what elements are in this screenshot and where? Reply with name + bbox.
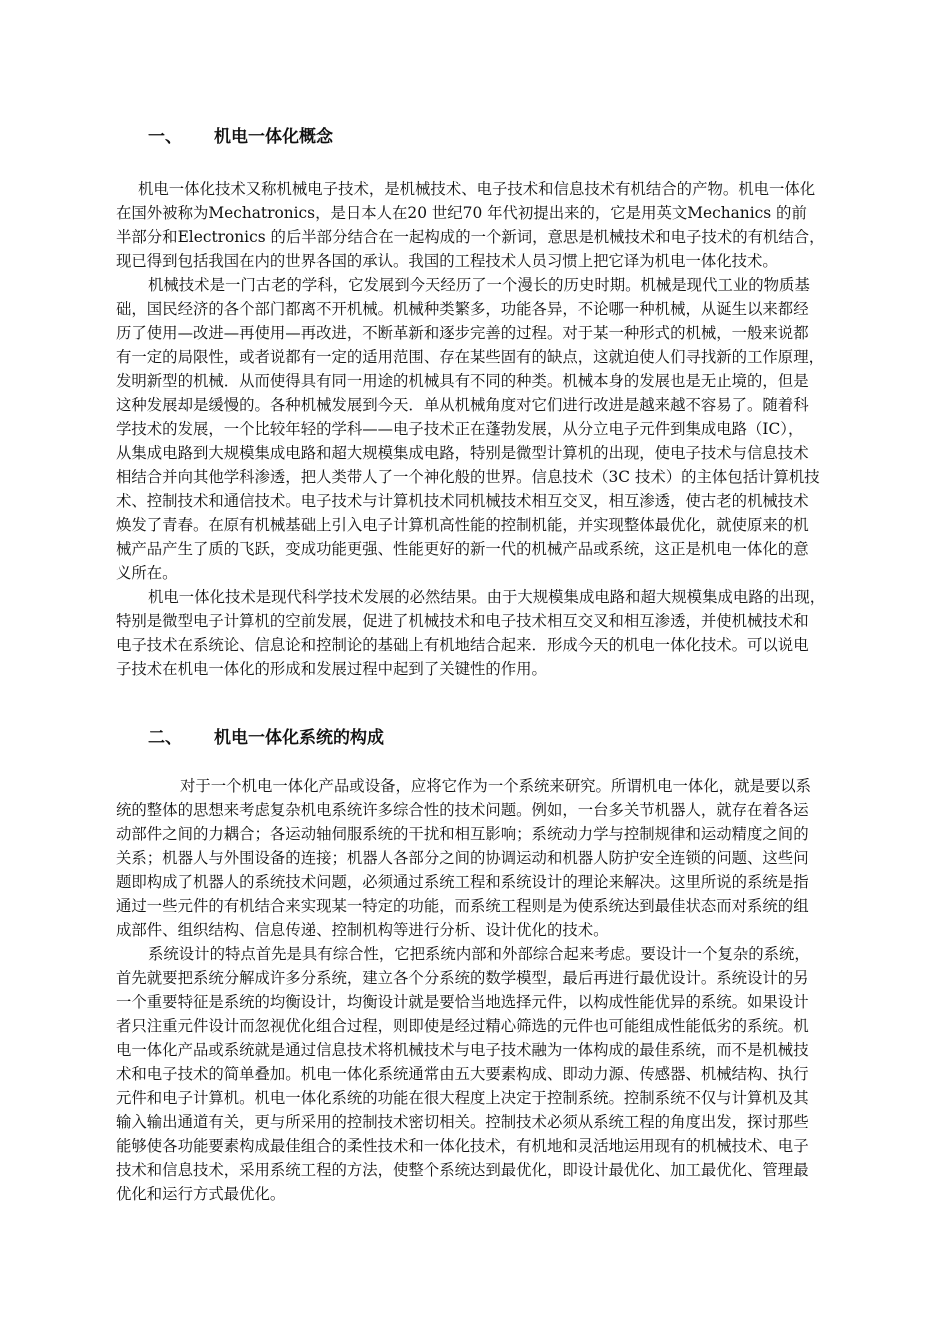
text-line: 术和电子技术的简单叠加。机电一体化系统通常由五大要素构成、即动力源、传感器、机械结构、执行 [116, 1065, 809, 1083]
text-line: 学技术的发展，一个比较年轻的学科——电子技术正在蓬勃发展，从分立电子元件到集成电路（IC）， [116, 420, 804, 438]
text-line: 一个重要特征是系统的均衡设计，均衡设计就是要恰当地选择元件，以构成性能优异的系统。如果设计 [116, 993, 809, 1011]
text-line: 电子技术在系统论、信息论和控制论的基础上有机地结合起来．形成今天的机电一体化技术。可以说电 [116, 636, 809, 654]
text-line: 题即构成了机器人的系统技术问题，必须通过系统工程和系统设计的理论来解决。这里所说的系统是指 [116, 873, 809, 891]
text-line: 通过一些元件的有机结合来实现某一特定的功能，而系统工程则是为使系统达到最佳状态而对系统的组 [116, 897, 809, 915]
text-line: 机电一体化技术是现代科学技术发展的必然结果。由于大规模集成电路和超大规模集成电路的出现， [148, 588, 826, 606]
text-line: 从集成电路到大规模集成电路和超大规模集成电路，特别是微型计算机的出现，使电子技术与信息技术 [116, 444, 809, 462]
text-line: 相结合并向其他学科渗透，把人类带人了一个神化般的世界。信息技术（3C 技术）的主体包括计算机技 [116, 468, 820, 486]
section-1-title: 机电一体化概念 [214, 127, 333, 147]
text-line: 有一定的局限性，或者说都有一定的适用范围、存在某些固有的缺点，这就迫使人们寻找新的工作原理， [116, 348, 824, 366]
section-2-title: 机电一体化系统的构成 [214, 728, 384, 748]
text-line: 焕发了青春。在原有机械基础上引入电子计算机高性能的控制机能，并实现整体最优化，就使原来的机 [116, 516, 809, 534]
text-line: 元件和电子计算机。机电一体化系统的功能在很大程度上决定于控制系统。控制系统不仅与计算机及其 [116, 1089, 809, 1107]
text-line: 动部件之间的力耦合；各运动轴伺服系统的干扰和相互影响；系统动力学与控制规律和运动精度之间的 [116, 825, 809, 843]
text-line: 系统设计的特点首先是具有综合性，它把系统内部和外部综合起来考虑。要设计一个复杂的系统， [148, 945, 810, 963]
section-2-heading [148, 726, 384, 750]
text-line: 在国外被称为Mechatronics，是日本人在20 世纪70 年代初提出来的，它是用英文Mechanics 的前 [116, 204, 807, 222]
text-line: 关系；机器人与外围设备的连接；机器人各部分之间的协调运动和机器人防护安全连锁的问题、这些问 [116, 849, 809, 867]
text-line: 术、控制技术和通信技术。电子技术与计算机技术同机械技术相互交叉，相互渗透，使古老的机械技术 [116, 492, 809, 510]
text-line: 首先就要把系统分解成许多分系统，建立各个分系统的数学模型，最后再进行最优设计。系统设计的另 [116, 969, 809, 987]
text-line: 械产品产生了质的飞跃，变成功能更强、性能更好的新一代的机械产品或系统，这正是机电一体化的意 [116, 540, 809, 558]
text-line: 特别是微型电子计算机的空前发展，促进了机械技术和电子技术相互交叉和相互渗透，并使机械技术和 [116, 612, 809, 630]
text-line: 机械技术是一门古老的学科，它发展到今天经历了一个漫长的历史时期。机械是现代工业的物质基 [148, 276, 810, 294]
text-line: 半部分和Electronics 的后半部分结合在一起构成的一个新词，意思是机械技术和电子技术的有机结合， [116, 228, 825, 246]
text-line: 发明新型的机械．从而使得具有同一用途的机械具有不同的种类。机械本身的发展也是无止境的，但是 [116, 372, 809, 390]
text-line: 义所在。 [116, 564, 178, 582]
text-line: 者只注重元件设计而忽视优化组合过程，则即使是经过精心筛选的元件也可能组成性能低劣的系统。机 [116, 1017, 809, 1035]
text-line: 对于一个机电一体化产品或设备，应将它作为一个系统来研究。所谓机电一体化，就是要以系 [180, 777, 812, 795]
section-1-number: 一、 [148, 127, 182, 147]
text-line: 这种发展却是缓慢的。各种机械发展到今天．单从机械角度对它们进行改进是越来越不容易了。随着科 [116, 396, 809, 414]
section-1-heading [148, 125, 333, 149]
text-line: 机电一体化技术又称机械电子技术，是机械技术、电子技术和信息技术有机结合的产物。机电一体化 [138, 180, 816, 198]
text-line: 础，国民经济的各个部门都离不开机械。机械种类繁多，功能各异，不论哪一种机械，从诞生以来都经 [116, 300, 809, 318]
text-line: 能够使各功能要素构成最佳组合的柔性技术和一体化技术，有机地和灵活地运用现有的机械技术、电子 [116, 1137, 809, 1155]
text-line: 技术和信息技术，采用系统工程的方法，使整个系统达到最优化，即设计最优化、加工最优化、管理最 [116, 1161, 809, 1179]
text-line: 现已得到包括我国在内的世界各国的承认。我国的工程技术人员习惯上把它译为机电一体化技术。 [116, 252, 778, 270]
section-2-number: 二、 [148, 728, 182, 748]
text-line: 成部件、组织结构、信息传递、控制机构等进行分析、设计优化的技术。 [116, 921, 609, 939]
text-line: 历了使用—改进—再使用—再改进，不断革新和逐步完善的过程。对于某一种形式的机械，一般来说都 [116, 324, 809, 342]
text-line: 电一体化产品或系统就是通过信息技术将机械技术与电子技术融为一体构成的最佳系统，而不是机械技 [116, 1041, 809, 1059]
text-line: 统的整体的思想来考虑复杂机电系统许多综合性的技术问题。例如，一台多关节机器人，就存在着各运 [116, 801, 809, 819]
text-line: 输入输出通道有关，更与所采用的控制技术密切相关。控制技术必须从系统工程的角度出发，探讨那些 [116, 1113, 809, 1131]
text-line: 子技术在机电一体化的形成和发展过程中起到了关键性的作用。 [116, 660, 547, 678]
text-line: 优化和运行方式最优化。 [116, 1185, 286, 1203]
